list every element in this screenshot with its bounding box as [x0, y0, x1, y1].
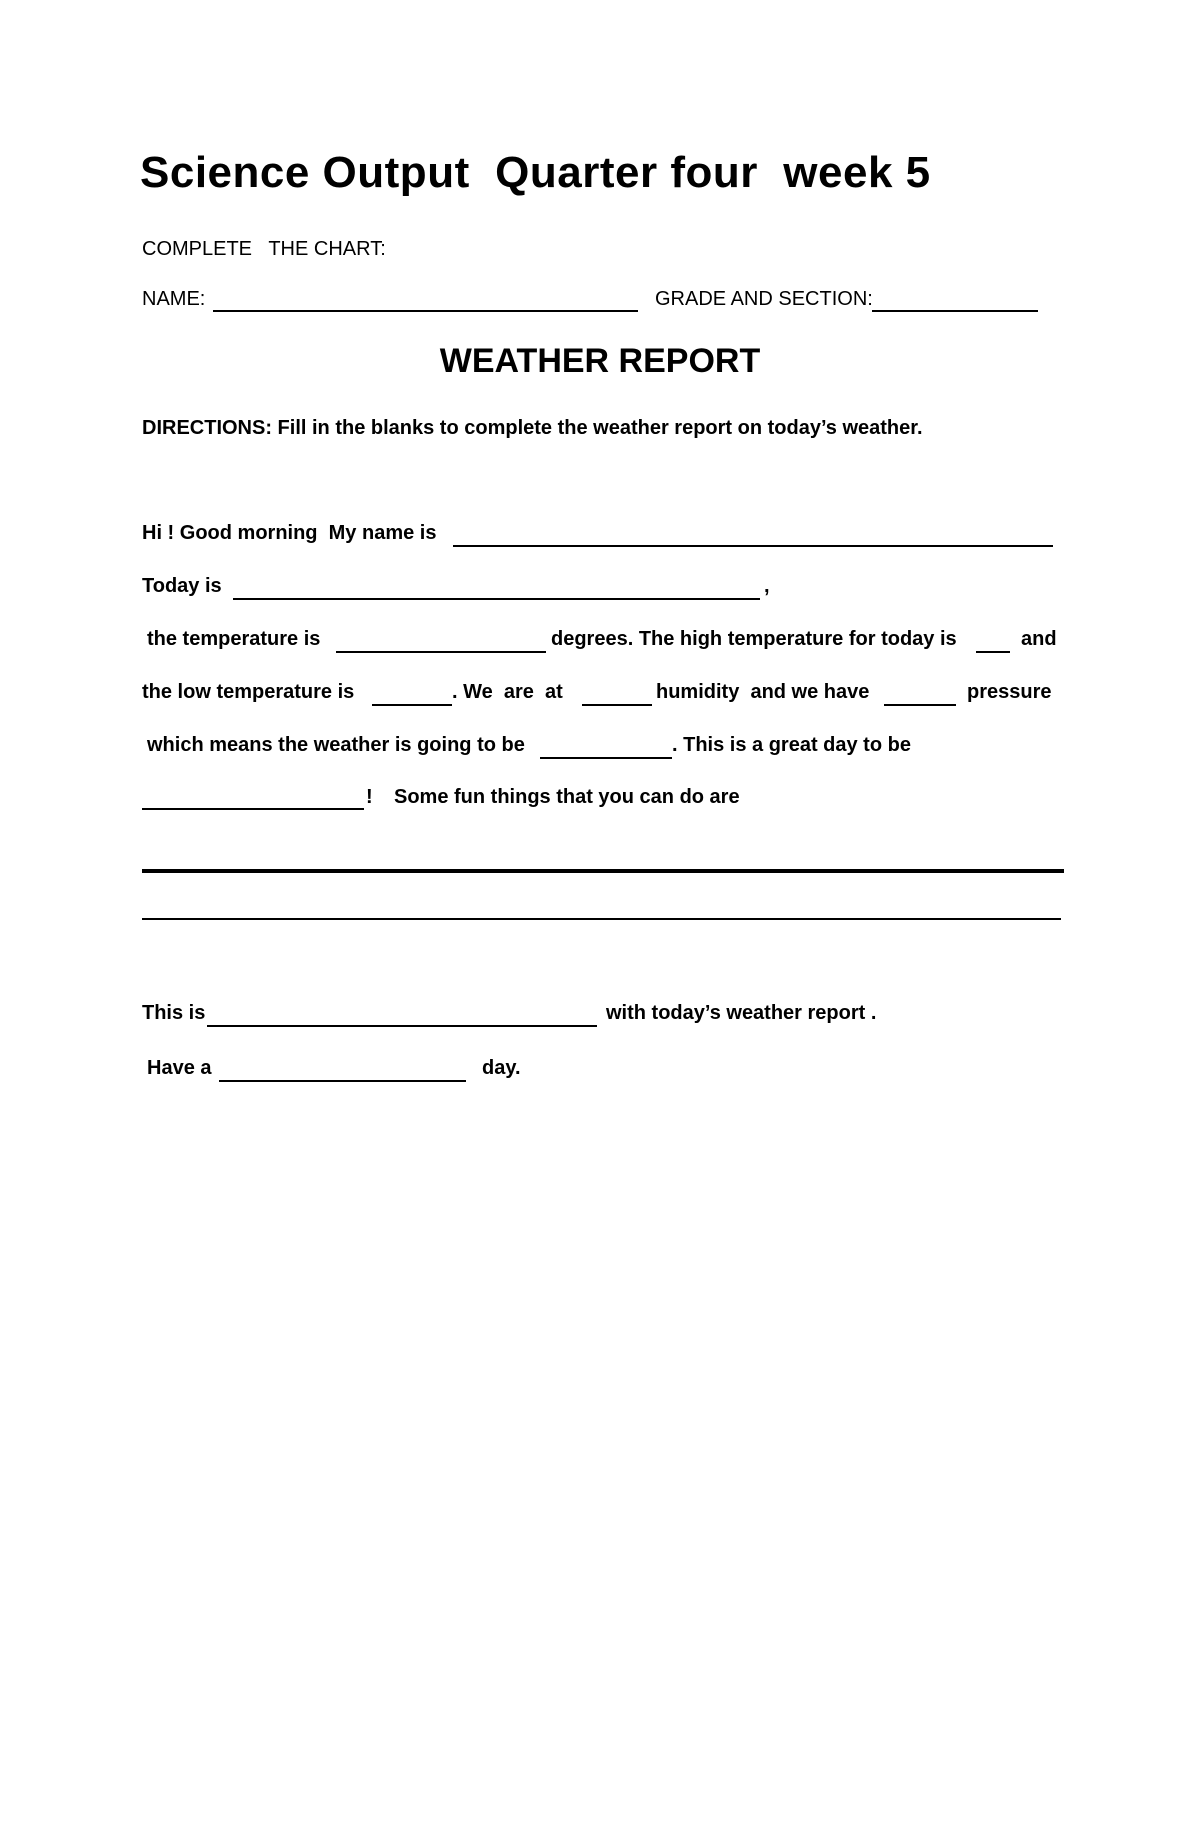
- weather-forecast-blank[interactable]: [540, 757, 672, 759]
- report-line-6-label: Some fun things that you can do are: [394, 786, 740, 808]
- report-line-5-mid: . This is a great day to be: [672, 734, 911, 756]
- report-line-3-mid: degrees. The high temperature for today is: [551, 628, 957, 650]
- low-temperature-blank[interactable]: [372, 704, 452, 706]
- page-title: Science Output Quarter four week 5: [140, 148, 931, 197]
- instruction-text: COMPLETE THE CHART:: [142, 238, 386, 260]
- report-line-3-end: and: [1021, 628, 1057, 650]
- humidity-blank[interactable]: [582, 704, 652, 706]
- report-line-1-label: Hi ! Good morning My name is: [142, 522, 437, 544]
- report-line-5-label: which means the weather is going to be: [147, 734, 525, 756]
- directions-text: DIRECTIONS: Fill in the blanks to complete the weather report on today’s weather.: [142, 417, 923, 439]
- reporter-name-blank[interactable]: [207, 1025, 597, 1027]
- report-line-3-label: the temperature is: [147, 628, 321, 650]
- report-line-2-label: Today is: [142, 575, 222, 597]
- closing-line-2-label: Have a: [147, 1057, 212, 1079]
- closing-line-1-end: with today’s weather report .: [606, 1002, 877, 1024]
- closing-line-2-end: day.: [482, 1057, 521, 1079]
- have-a-day-blank[interactable]: [219, 1080, 466, 1082]
- high-temperature-blank[interactable]: [976, 651, 1010, 653]
- closing-line-1-label: This is: [142, 1002, 206, 1024]
- date-blank[interactable]: [233, 598, 760, 600]
- answer-line-2[interactable]: [142, 918, 1061, 920]
- name-blank[interactable]: [213, 310, 638, 312]
- answer-line-1[interactable]: [142, 869, 1064, 873]
- report-line-2-comma: ,: [764, 575, 770, 597]
- report-line-6-exclaim: !: [366, 786, 373, 808]
- report-line-4-pressure: pressure: [967, 681, 1052, 703]
- report-line-4-label: the low temperature is: [142, 681, 355, 703]
- pressure-blank[interactable]: [884, 704, 956, 706]
- temperature-blank[interactable]: [336, 651, 546, 653]
- name-label: NAME:: [142, 288, 206, 310]
- great-day-blank[interactable]: [142, 808, 364, 810]
- report-line-4-humidity: humidity and we have: [656, 681, 870, 703]
- grade-section-label: GRADE AND SECTION:: [655, 288, 873, 310]
- report-line-4-mid: . We are at: [452, 681, 563, 703]
- report-heading: WEATHER REPORT: [439, 342, 761, 380]
- grade-section-blank[interactable]: [872, 310, 1038, 312]
- my-name-blank[interactable]: [453, 545, 1053, 547]
